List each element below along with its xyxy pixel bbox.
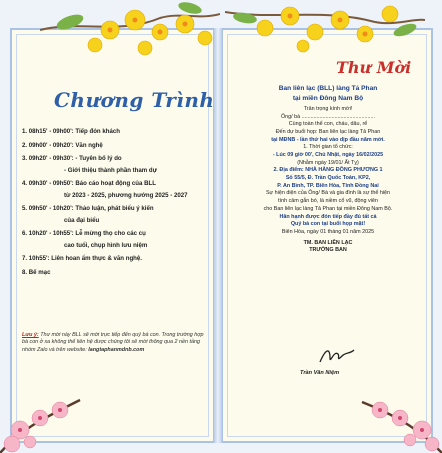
program-title: Chương Trình [54,88,215,112]
program-item: 6. 10h20' - 10h55': Lễ mừng thọ cho các cụ cao tuổi, chụp hình lưu niệm [22,230,148,249]
website-link[interactable]: langtaphanmdnb.com [88,346,145,353]
sign-org: TM. BAN LIÊN LẠC [303,239,353,246]
org-name: Ban liên lạc (BLL) làng Tả Phan [278,85,378,92]
sign-role: TRƯỞNG BAN [309,247,347,254]
greeting: Trân trọng kính mời! [303,106,353,113]
card-fold [214,28,222,443]
program-item: 8. Bế mạc [22,269,51,277]
place-address-1: Số 55/5, Đ. Trần Quốc Toản, KP2, [285,175,371,182]
program-item: 4. 09h30' - 09h50': Báo cáo hoạt động của BLL từ 2023 - 2025, phương hướng 2025 - 2027 [22,180,188,199]
attend-line: Đến dự buổi họp: Ban liên lạc làng Tả Phan [275,129,381,136]
place-address-2: P. An Bình, TP. Biên Hòa, Tỉnh Đồng Nai [277,182,379,189]
program-item: 3. 09h20' - 09h30': - Tuyên bố lý do - Giới thiệu thành phần tham dự [22,155,158,174]
time-label: 1. Thời gian tổ chức: [303,144,353,151]
signature-image [316,344,356,366]
place-label: 2. Địa điểm: NHÀ HÀNG ĐỒNG PHƯƠNG 1 [273,167,383,174]
body-line: tình cảm gắn bó, là niềm cổ vũ, động viên [278,198,378,205]
welcome-line: Hân hạnh được đón tiếp đầy đủ tất cả [279,213,377,220]
invitee-line: Ông/ bà ................................................. [280,113,376,120]
signer-name: Trần Văn Niệm [300,370,340,376]
program-item: 5. 09h50' - 10h20': Thảo luận, phát biểu ý kiến của đại biểu [22,205,154,224]
invitation-body [230,84,426,255]
note-text: Thư mời này BLL sẽ mời trực tiếp đến quý bà con. Trong trường hợp bà con ở xa không thể liên hệ được chúng tôi sẽ mời thông qua 2 nền tảng nhóm Zalo và trên website: [22,332,204,353]
note-label: Lưu ý: [22,332,39,338]
program-list [22,128,208,283]
top-left-flowers-illustration [40,0,220,70]
program-item: 7. 10h55': Liên hoan ẩm thực & văn nghệ. [22,255,142,263]
body-line: Sự hiện diện của Ông/ Bà và gia đình là sự thể hiện [265,190,391,197]
program-item: 2. 09h00' - 09h20': Văn nghệ [22,141,103,149]
invitation-title: Thư Mời [336,58,412,77]
family-line: Cùng toàn thể con, cháu, dâu, rể [288,121,368,128]
attend-line-2: tại MĐNB - lần thứ hai vào dịp đầu năm mới. [271,136,385,143]
bottom-right-blossoms-illustration [352,366,442,453]
program-note [22,332,208,354]
bottom-left-blossoms-illustration [0,370,90,453]
top-right-flowers-illustration [225,0,425,62]
time-value: - Lúc 09 giờ 00', Chủ Nhật, ngày 16/02/2025 [272,152,384,159]
org-region: tại miền Đông Nam Bộ [292,94,364,102]
body-line: cho Ban liên lạc làng Tả Phan tại miền Đông Nam Bộ. [263,205,393,212]
program-item: 1. 08h15' - 09h00': Tiếp đón khách [22,128,120,135]
lunar-date: (Nhằm ngày 19/01/ Ất Tỵ) [297,159,359,166]
issue-date: Biên Hòa, ngày 01 tháng 01 năm 2025 [281,228,375,235]
welcome-line: Quý bà con tại buổi họp mặt! [290,221,366,228]
